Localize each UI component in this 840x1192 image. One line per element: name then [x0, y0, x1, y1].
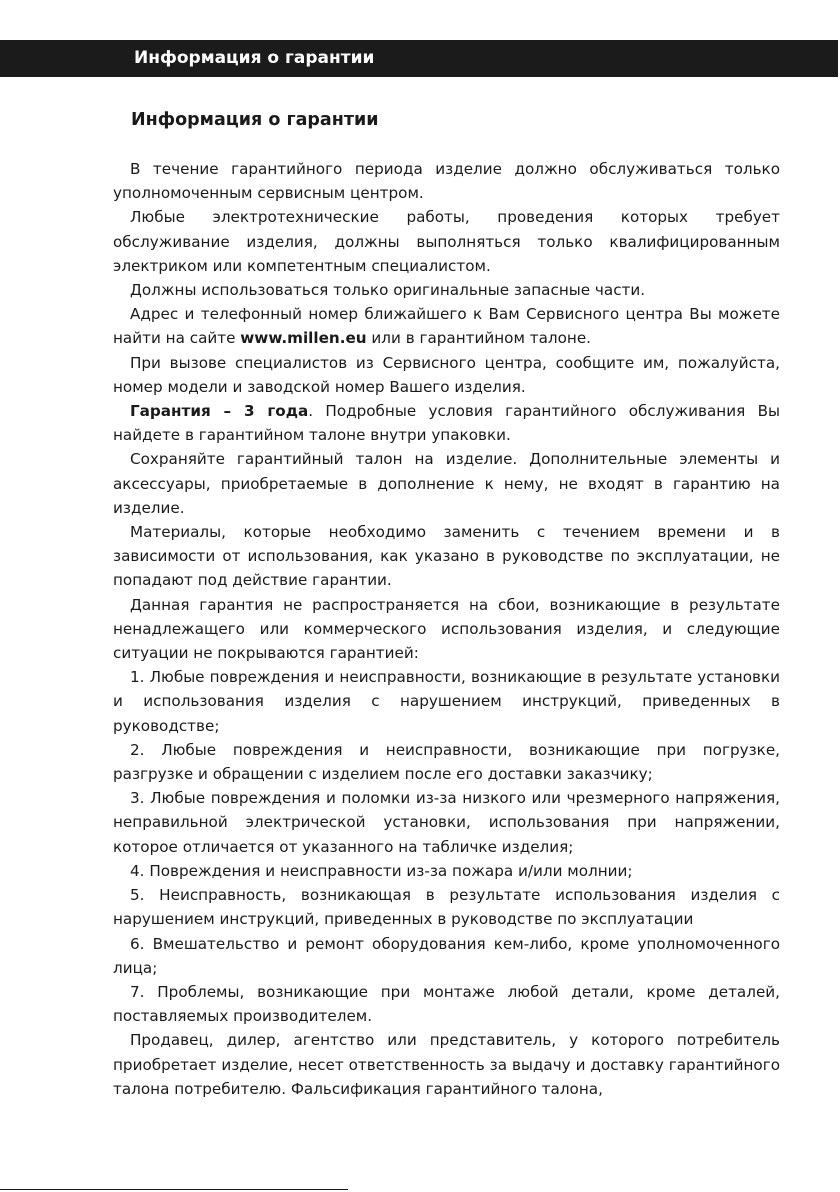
website-link[interactable]: www.millen.eu	[240, 329, 367, 348]
paragraph: Любые электротехнические работы, проведения которых требует обслуживание изделия, должны выполняться только квалифицированным электриком или компетентным специалистом.	[113, 208, 780, 275]
paragraph: Должны использоваться только оригинальные запасные части.	[130, 281, 646, 300]
body-text	[113, 157, 780, 1101]
paragraph-text: или в гарантийном талоне.	[366, 329, 591, 348]
paragraph: В течение гарантийного периода изделие должно обслуживаться только уполномоченным сервисным центром.	[113, 160, 780, 203]
paragraph-text: Адрес и телефонный номер ближайшего к Вам Сервисного центра Вы можете найти на сайте	[113, 305, 780, 348]
header-bar	[0, 40, 838, 77]
paragraph: Материалы, которые необходимо заменить с течением времени и в зависимости от использования, как указано в руководстве по эксплуатации, не попадают под действие гарантии.	[113, 523, 780, 590]
list-item: 5. Неисправность, возникающая в результате использования изделия с нарушением инструкций, приведенных в руководстве по эксплуатации	[113, 886, 780, 929]
paragraph	[113, 302, 780, 350]
paragraph-text: . Подробные условия гарантийного обслуживания Вы найдете в гарантийном талоне внутри упаковки.	[113, 402, 780, 445]
footer-rule	[0, 1189, 348, 1190]
warranty-term: Гарантия – 3 года	[130, 402, 309, 421]
paragraph: При вызове специалистов из Сервисного центра, сообщите им, пожалуйста, номер модели и заводской номер Вашего изделия.	[113, 353, 780, 396]
list-item: 3. Любые повреждения и поломки из-за низкого или чрезмерного напряжения, неправильной электрической установки, использования при напряжении, которое отличается от указанного на табличке изделия;	[113, 789, 780, 856]
section-title: Информация о гарантии	[131, 110, 379, 130]
paragraph: Продавец, дилер, агентство или представитель, у которого потребитель приобретает изделие, несет ответственность за выдачу и доставку гарантийного талона потребителю. Фальсификация гарантийного талона,	[113, 1031, 780, 1098]
list-item: 1. Любые повреждения и неисправности, возникающие в результате установки и использования изделия с нарушением инструкций, приведенных в руководстве;	[113, 668, 780, 735]
header-title: Информация о гарантии	[134, 48, 375, 68]
list-item: 4. Повреждения и неисправности из-за пожара и/или молнии;	[130, 861, 633, 880]
list-item: 7. Проблемы, возникающие при монтаже любой детали, кроме деталей, поставляемых производителем.	[113, 982, 780, 1026]
paragraph: Сохраняйте гарантийный талон на изделие. Дополнительные элементы и аксессуары, приобретаемые в дополнение к нему, не входят в гарантию на изделие.	[113, 450, 780, 517]
list-item: 2. Любые повреждения и неисправности, возникающие при погрузке, разгрузке и обращении с изделием после его доставки заказчику;	[113, 740, 780, 784]
paragraph	[113, 399, 780, 447]
list-item: 6. Вмешательство и ремонт оборудования кем-либо, кроме уполномоченного лица;	[113, 934, 780, 977]
paragraph: Данная гарантия не распространяется на сбои, возникающие в результате ненадлежащего или коммерческого использования изделия, и следующие ситуации не покрываются гарантией:	[113, 595, 780, 663]
